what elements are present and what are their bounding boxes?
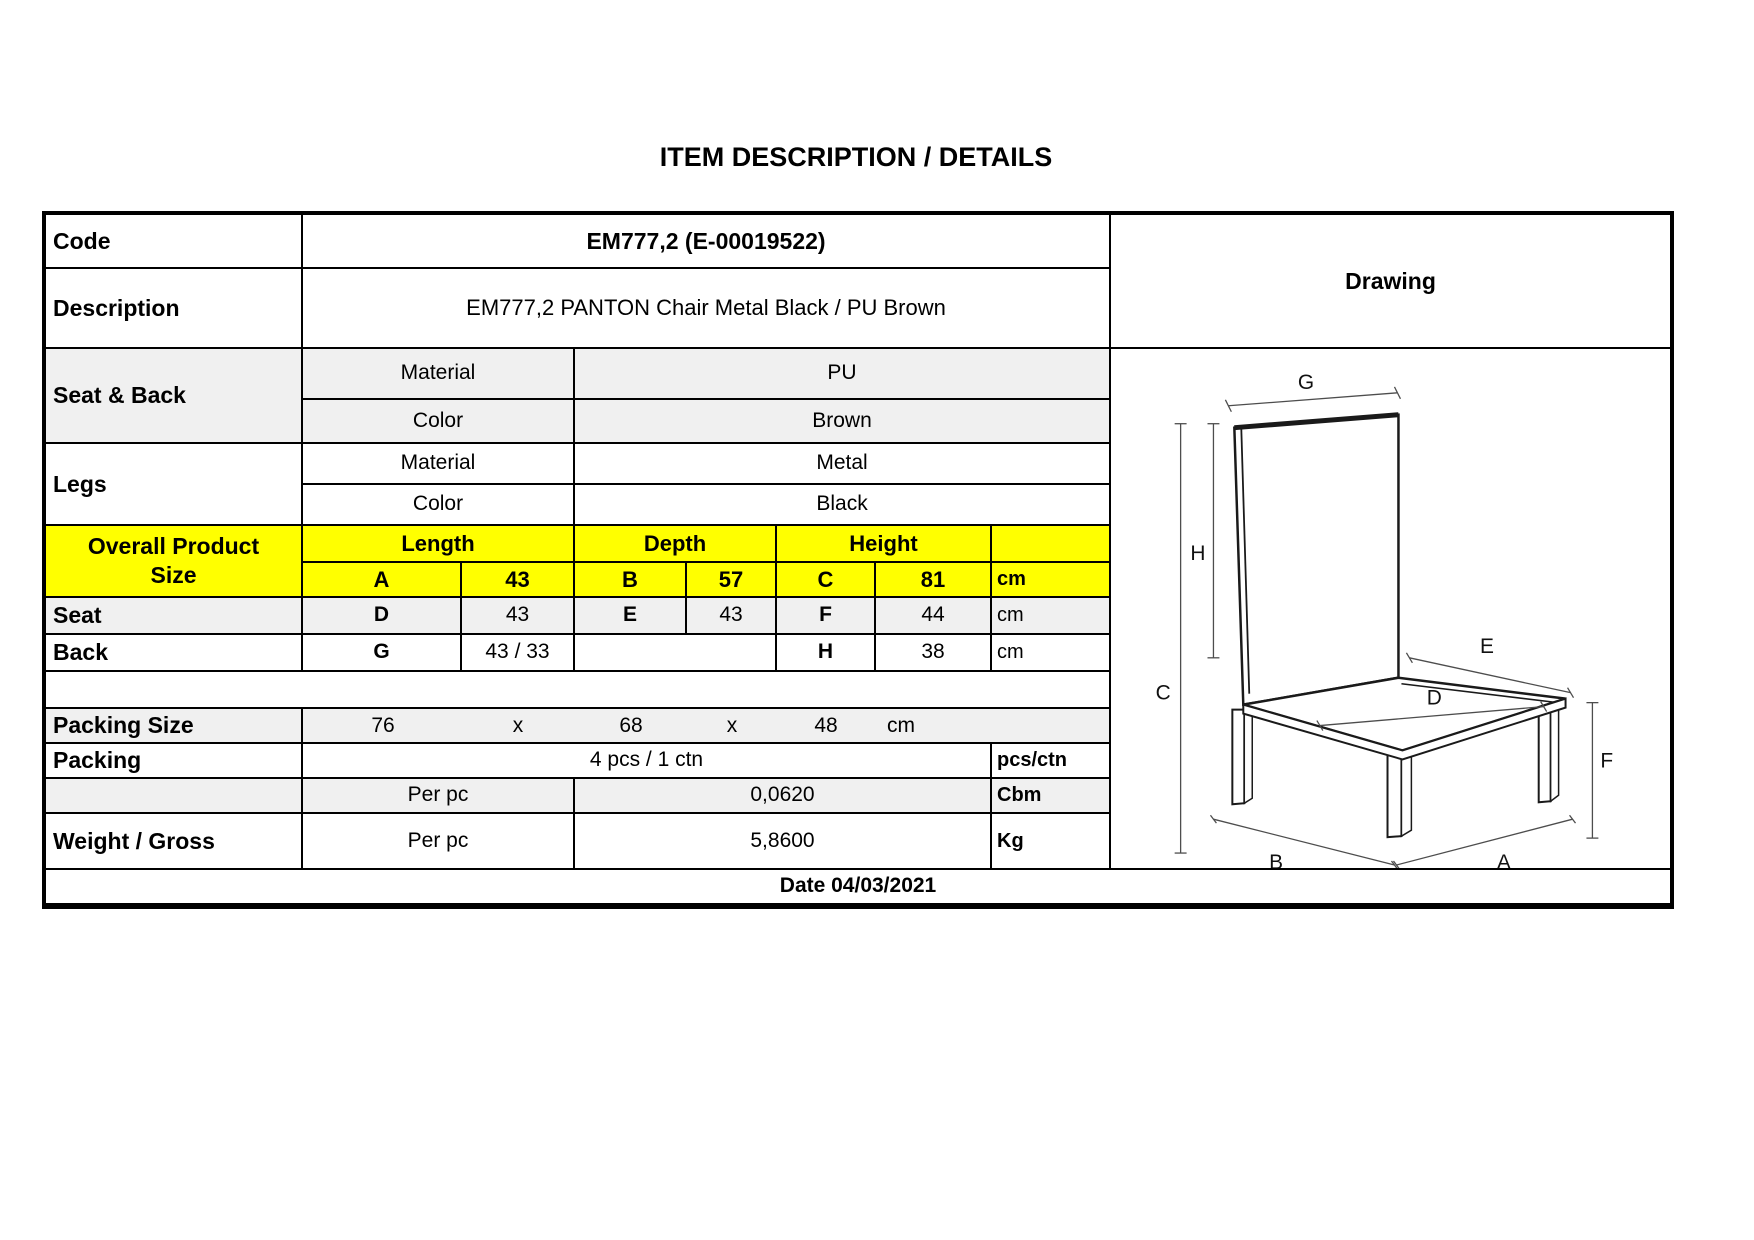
back-g-value: 43 / 33 [461,634,574,671]
packing-size-label: Packing Size [44,708,302,743]
back-h-key: H [776,634,875,671]
seatback-material-label: Material [302,348,574,399]
back-h-value: 38 [875,634,991,671]
spacer-row-cell [44,671,1110,708]
row-seatback-material [44,348,1672,399]
back-unit: cm [991,634,1110,671]
overall-b-value: 57 [686,562,776,597]
seat-f-value: 44 [875,597,991,634]
seat-row-label: Seat [44,597,302,634]
dim-label-g: G [1297,370,1315,394]
packing-size-values [302,708,1110,743]
overall-c-value: 81 [875,562,991,597]
row-date [44,869,1672,906]
weight-unit: Kg [991,813,1110,869]
legs-color-label: Color [302,484,574,525]
seatback-label: Seat & Back [44,348,302,443]
volume-per-pc-label: Per pc [302,778,574,813]
overall-c-key: C [776,562,875,597]
packing-size-x2: x [726,713,738,737]
code-value: EM777,2 (E-00019522) [302,213,1110,268]
dim-label-h: H [1190,542,1206,566]
back-g-key: G [302,634,461,671]
chair-technical-drawing [1111,349,1670,868]
weight-value: 5,8600 [574,813,991,869]
packing-value: 4 pcs / 1 ctn [302,743,991,778]
seatback-color-value: Brown [574,399,1110,443]
overall-unit: cm [991,562,1110,597]
code-label: Code [44,213,302,268]
packing-label: Packing [44,743,302,778]
dim-label-d: D [1426,686,1442,710]
page-title: ITEM DESCRIPTION / DETAILS [659,142,1053,172]
seat-e-value: 43 [686,597,776,634]
back-depth-spacer [574,634,776,671]
legs-color-value: Black [574,484,1110,525]
dim-label-c: C [1155,681,1171,705]
weight-per-pc-label: Per pc [302,813,574,869]
volume-unit: Cbm [991,778,1110,813]
legs-label: Legs [44,443,302,525]
dim-label-a: A [1496,850,1511,868]
depth-header: Depth [574,525,776,562]
height-header: Height [776,525,991,562]
weight-label: Weight / Gross [44,813,302,869]
overall-a-key: A [302,562,461,597]
overall-size-label-line2: Size [150,562,197,588]
seat-e-key: E [574,597,686,634]
overall-size-label [44,525,302,597]
packing-size-v1: 76 [371,713,395,737]
dim-label-b: B [1269,850,1284,868]
overall-b-key: B [574,562,686,597]
overall-size-label-line1: Overall Product [87,533,260,560]
packing-unit: pcs/ctn [991,743,1110,778]
seat-d-value: 43 [461,597,574,634]
chair-drawing [1110,348,1672,869]
packing-size-v2: 68 [619,713,643,737]
drawing-header: Drawing [1110,213,1672,348]
seat-unit: cm [991,597,1110,634]
description-label: Description [44,268,302,348]
legs-material-label: Material [302,443,574,484]
dim-label-e: E [1480,634,1494,658]
seat-d-key: D [302,597,461,634]
packing-size-v3: 48 [814,713,838,737]
description-value: EM777,2 PANTON Chair Metal Black / PU Brown [302,268,1110,348]
overall-a-value: 43 [461,562,574,597]
seatback-material-value: PU [574,348,1110,399]
dim-label-f: F [1600,749,1614,773]
packing-size-unit: cm [887,713,915,737]
seat-f-key: F [776,597,875,634]
volume-value: 0,0620 [574,778,991,813]
packing-size-x1: x [512,713,524,737]
back-row-label: Back [44,634,302,671]
date-cell: Date 04/03/2021 [44,869,1672,906]
length-header: Length [302,525,574,562]
legs-material-value: Metal [574,443,1110,484]
volume-label-spacer [44,778,302,813]
overall-unit-header-spacer [991,525,1110,562]
spec-table [42,211,1674,909]
row-code [44,213,1672,268]
seatback-color-label: Color [302,399,574,443]
